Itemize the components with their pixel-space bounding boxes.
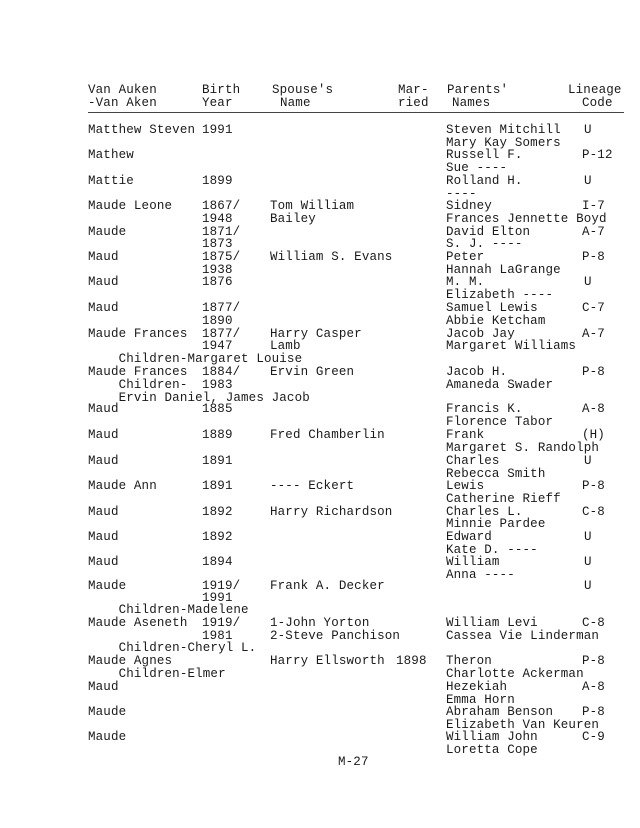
cell-parents: ---- [446,187,477,201]
cell-parents: Elizabeth Van Keuren [446,718,600,732]
cell-lineage-code: U [584,555,592,569]
cell-parents: Edward [446,530,492,544]
cell-lineage-code: U [584,275,592,289]
cell-name: Maud [88,505,119,519]
cell-name: Maud [88,275,119,289]
cell-parents: Frank [446,428,485,442]
cell-spouse: Fred Chamberlin [270,428,385,442]
header-year: Year [202,96,233,110]
cell-parents: Jacob Jay [446,327,515,341]
cell-parents: Elizabeth ---- [446,288,554,302]
header-parents: Parents' [447,83,509,97]
cell-lineage-code: P-8 [582,705,605,719]
cell-spouse: Lamb [270,339,301,353]
cell-parents: Abraham Benson [446,705,554,719]
cell-parents: Margaret Williams [446,339,577,353]
header-spouse-name: Name [280,96,311,110]
cell-parents: Frances Jennette Boyd [446,212,607,226]
cell-name: Children-Margaret Louise [88,352,303,366]
cell-name: Children- [88,378,188,392]
cell-birth-year: 1877/ [202,327,241,341]
cell-parents: Emma Horn [446,693,515,707]
cell-birth-year: 1991 [202,123,233,137]
cell-name: Maude Agnes [88,654,173,668]
cell-birth-year: 1991 [202,591,233,605]
cell-spouse: Harry Casper [270,327,362,341]
cell-name: Maude Ann [88,479,157,493]
cell-name: Ervin Daniel, James Jacob [88,391,310,405]
cell-birth-year: 1890 [202,314,233,328]
cell-parents: M. M. [446,275,485,289]
cell-spouse: Harry Ellsworth [270,654,385,668]
cell-lineage-code: P-8 [582,654,605,668]
cell-birth-year: 1892 [202,505,233,519]
cell-name: Maude [88,705,127,719]
cell-lineage-code: P-8 [582,250,605,264]
header-birth: Birth [202,83,241,97]
cell-birth-year: 1892 [202,530,233,544]
cell-birth-year: 1938 [202,263,233,277]
cell-spouse: Frank A. Decker [270,579,385,593]
cell-parents: Sue ---- [446,161,508,175]
cell-lineage-code: C-8 [582,505,605,519]
cell-lineage-code: A-8 [582,402,605,416]
cell-lineage-code: C-8 [582,616,605,630]
cell-parents: Steven Mitchill [446,123,561,137]
cell-birth-year: 1884/ [202,365,241,379]
cell-name: Maud [88,555,119,569]
cell-parents: Hezekiah [446,680,508,694]
cell-name: Maude Leone [88,199,173,213]
cell-name: Maude Frances [88,365,188,379]
cell-name: Children-Elmer [88,667,226,681]
cell-lineage-code: C-7 [582,301,605,315]
cell-birth-year: 1919/ [202,579,241,593]
page-number: M-27 [338,755,369,769]
cell-birth-year: 1981 [202,629,233,643]
cell-name: Maud [88,530,119,544]
cell-lineage-code: C-9 [582,730,605,744]
cell-name: Mathew [88,148,134,162]
cell-parents: Mary Kay Somers [446,136,561,150]
cell-name: Maude Aseneth [88,616,188,630]
cell-name: Maud [88,454,119,468]
cell-birth-year: 1889 [202,428,233,442]
cell-parents: Anna ---- [446,568,515,582]
cell-birth-year: 1867/ [202,199,241,213]
cell-lineage-code: U [584,579,592,593]
cell-birth-year: 1877/ [202,301,241,315]
cell-parents: Florence Tabor [446,415,554,429]
cell-name: Maud [88,428,119,442]
cell-lineage-code: P-8 [582,479,605,493]
cell-name: Matthew Steven [88,123,196,137]
cell-parents: Lewis [446,479,485,493]
header-surname-variant: -Van Aken [88,96,157,110]
cell-parents: Kate D. ---- [446,543,538,557]
cell-lineage-code: A-7 [582,327,605,341]
cell-birth-year: 1891 [202,479,233,493]
cell-parents: William [446,555,500,569]
cell-parents: William Levi [446,616,538,630]
cell-birth-year: 1899 [202,174,233,188]
cell-parents: Charlotte Ackerman [446,667,584,681]
cell-birth-year: 1871/ [202,225,241,239]
cell-birth-year: 1983 [202,378,233,392]
cell-lineage-code: P-12 [582,148,613,162]
cell-parents: Margaret S. Randolph [446,441,600,455]
cell-parents: Peter [446,250,485,264]
cell-parents: Theron [446,654,492,668]
cell-parents: Russell F. [446,148,523,162]
cell-lineage-code: (H) [582,428,605,442]
header-code: Code [582,96,613,110]
header-married-2: ried [398,96,429,110]
cell-parents: Charles L. [446,505,523,519]
cell-spouse: Ervin Green [270,365,355,379]
cell-birth-year: 1948 [202,212,233,226]
cell-parents: Minnie Pardee [446,517,546,531]
cell-lineage-code: A-7 [582,225,605,239]
cell-name: Maude [88,730,127,744]
cell-spouse: William S. Evans [270,250,393,264]
cell-married: 1898 [396,654,427,668]
header-lineage: Lineage [568,83,622,97]
cell-name: Children-Madelene [88,603,249,617]
cell-lineage-code: A-8 [582,680,605,694]
cell-parents: S. J. ---- [446,237,523,251]
header-parents-names: Names [452,96,491,110]
cell-name: Maud [88,301,119,315]
cell-birth-year: 1919/ [202,616,241,630]
cell-lineage-code: U [584,123,592,137]
cell-parents: William John [446,730,538,744]
cell-parents: Jacob H. [446,365,508,379]
cell-birth-year: 1873 [202,237,233,251]
cell-parents: Abbie Ketcham [446,314,546,328]
cell-lineage-code: U [584,174,592,188]
cell-name: Maud [88,680,119,694]
cell-spouse: 2-Steve Panchison [270,629,401,643]
cell-spouse: ---- Eckert [270,479,355,493]
cell-birth-year: 1894 [202,555,233,569]
cell-parents: Amaneda Swader [446,378,554,392]
cell-name: Maud [88,250,119,264]
cell-name: Maude [88,225,127,239]
cell-lineage-code: P-8 [582,365,605,379]
cell-name: Children-Cheryl L. [88,641,257,655]
cell-lineage-code: U [584,454,592,468]
cell-name: Maude [88,579,127,593]
cell-spouse: Bailey [270,212,316,226]
cell-birth-year: 1875/ [202,250,241,264]
cell-parents: Rolland H. [446,174,523,188]
cell-parents: Cassea Vie Linderman [446,629,600,643]
cell-parents: Francis K. [446,402,523,416]
cell-parents: Charles [446,454,500,468]
cell-parents: Hannah LaGrange [446,263,561,277]
header-married: Mar- [398,83,429,97]
cell-parents: David Elton [446,225,531,239]
cell-name: Maude Frances [88,327,188,341]
header-surname: Van Auken [88,83,157,97]
cell-birth-year: 1876 [202,275,233,289]
cell-parents: Samuel Lewis [446,301,538,315]
cell-parents: Catherine Rieff [446,492,561,506]
cell-parents: Rebecca Smith [446,467,546,481]
cell-parents: Sidney [446,199,492,213]
cell-birth-year: 1947 [202,339,233,353]
cell-name: Mattie [88,174,134,188]
cell-lineage-code: I-7 [582,199,605,213]
header-divider [88,112,624,113]
cell-spouse: 1-John Yorton [270,616,370,630]
cell-lineage-code: U [584,530,592,544]
cell-spouse: Harry Richardson [270,505,393,519]
cell-birth-year: 1885 [202,402,233,416]
cell-spouse: Tom William [270,199,355,213]
cell-birth-year: 1891 [202,454,233,468]
header-spouse: Spouse's [272,83,334,97]
cell-parents: Loretta Cope [446,743,538,757]
cell-name: Maud [88,402,119,416]
